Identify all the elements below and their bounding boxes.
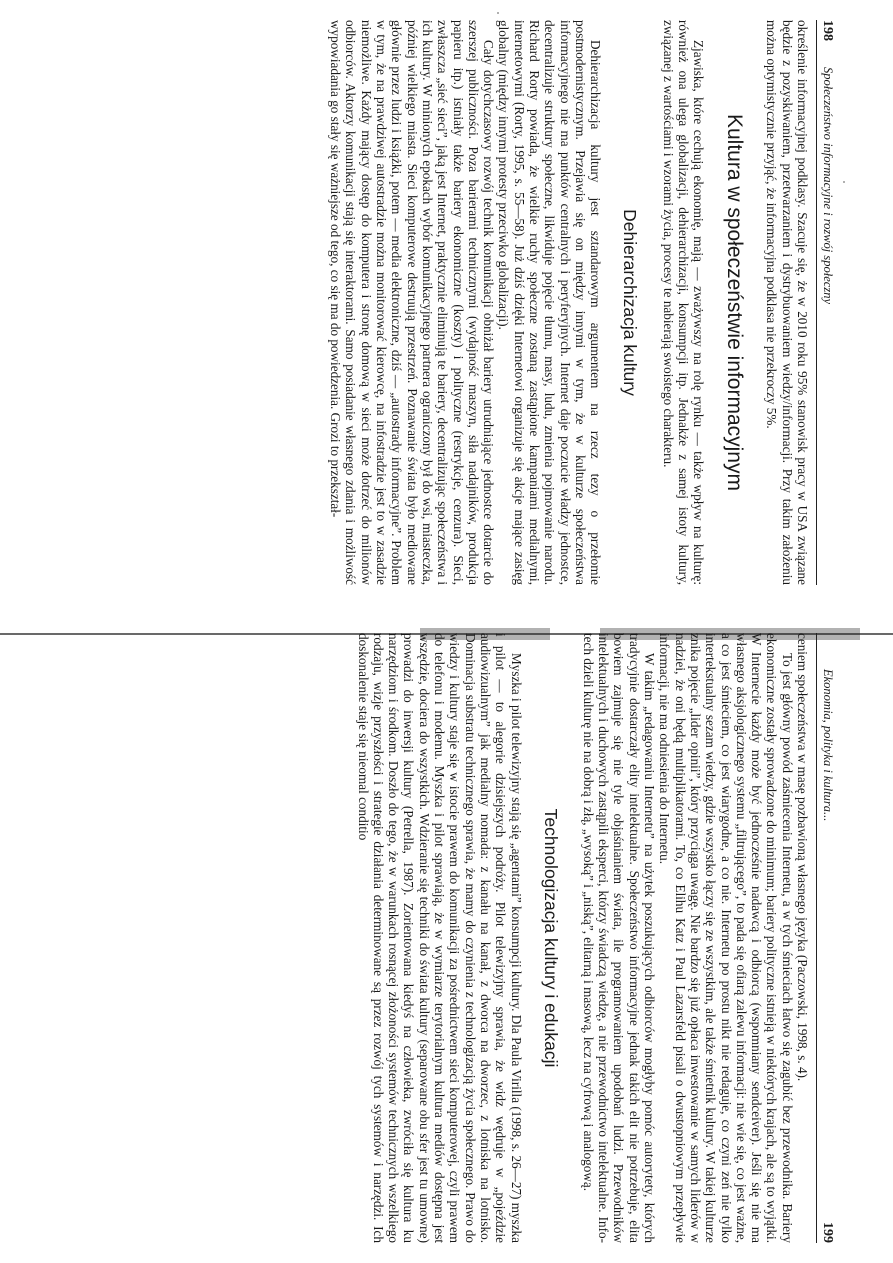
paragraph: Cały dotychczasowy rozwój technik komunikacji obniżał bariery utrudniające jednostce dotarcie do szerszej publiczności. Poza barierami technicznymi (wydajność maszyn, siła nadajników, produkcja papieru itp.) istniały także bariery ekonomiczne (koszty) i polityczne (restrykcje, cenzura). Sieci, zwłaszcza „sieć sieci”, jaką jest Internet, praktycznie eliminują te bariery, decentralizując społeczeństwa i ich kultury. W minionych epokach wybór komunikacyjnego partnera ograniczony był do wsi, miasteczka, później wielkiego miasta. Sieci komputerowe destruują przestrzeń. Poznawanie świata było mediowane głównie przez ludzi i książki, potem — media elektroniczne, dziś — „autostrady informacyjne”. Problem w tym, że na prawdziwej autostradzie można monitorować kierowcę, na infostradzie jest to w zasadzie niemożliwe. Każdy mający dostęp do komputera i stronę domową w sieci może dotrzeć do milionów odbiorców. Aktorzy komunikacji stają się interaktorami. Samo posiadanie własnego zdania i możliwość wypowiadania go stały się ważniejsze od tego, co się ma do powiedzenia. Grozi to przekształ- xyxy=(328,20,497,585)
left-page-header xyxy=(816,20,835,585)
paragraph: Zjawiska, które cechują ekonomię, mają — zważywszy na rolę rynku — także wpływ na kulturę: również ona ulega globalizacji, dehierarchizacji, konsumpcji itp. Jednakże z samej istoty kultury, związanej z wartościami i wzorami życia, procesy te nabierają swoistego charakteru. xyxy=(660,20,707,585)
scan-speck xyxy=(843,181,845,183)
paragraph: Dehierarchizacja kultury jest sztandarowym argumentem na rzecz tezy o przełomie postmodernistycznym. Przejawia się on między innymi w tym, że w kulturze społeczeństwa informacyjnego nie ma punktów centralnych i peryferyjnych. Internet daje poczucie władzy jednostce, decentralizuje struktury społeczne, likwiduje pojęcie tłumu, masy, ludu, zmienia pojmowanie narodu. Richard Rorty powiada, że wielkie ruchy społeczne zostaną zastąpione kampaniami medialnymi, internetowymi (Rorty, 1995, s. 55—58). Już dziś dzięki Internetowi organizuje się akcje mające zasięg globalny (między innymi protesty przeciwko globalizacji). xyxy=(496,20,604,585)
paragraph: To jest główny powód zaśmiecenia Internetu, a w tych śmieciach łatwo się zagubić bez przewodnika. Bariery ekonomiczne zostały sprowadzone do minimum; bariery polityczne istnieją w niektórych krajach, ale są to wyjątki. W Internecie każdy może być jednocześnie nadawcą i odbiorcą (wspomniany sendceiver). Jeśli się nie ma własnego aksjologicznego systemu „filtrującego”, to pada się ofiarą zalewu informacji: nie wie się, co jest ważne, a co jest śmieciem, co jest wiarygodne, a co nie. Internetu po prostu nikt nie redaguje, co czyni zeń nie tylko intertekstualny sezam wiedzy, gdzie wszystko łączy się ze wszystkim, ale także śmietnik kultury. W takiej kulturze znika pojęcie „lider opinii”, który przyciąga uwagę. Nie bardzo się już opłaca inwestowanie w samych liderów w nadziei, że oni będą multiplikatorami. To, co Elihu Katz i Paul Lazarsfeld pisali o dwustopniowym przepływie informacji, nie ma odniesienia do Internetu. xyxy=(657,633,795,1243)
left-page xyxy=(55,20,835,585)
right-page xyxy=(55,633,835,1243)
section-title: Kultura w społeczeństwie informacyjnym xyxy=(723,114,747,491)
running-header: Ekonomia, polityka i kultura... xyxy=(821,669,835,822)
running-header: Społeczeństwo informacyjne i rozwój społeczny xyxy=(821,67,835,305)
scan-speck xyxy=(497,12,499,14)
subsection-title: Dehierarchizacja kultury xyxy=(620,209,641,396)
page-number: 198 xyxy=(820,20,835,41)
paragraph: Myszka i pilot telewizyjny stają się „agentami” konsumpcji kultury. Dla Paula Virilla (1998, s. 26—27) myszka i pilot — to alegorie dzisiejszych podróży. Pilot telewizyjny sprawia, że widz wędruje w „pojeździe audiowizualnym” jak medialny nomada: z kanału na kanał, z dworca na dworzec, z lotniska na lotnisko. Dominacja substratu technicznego sprawia, że mamy do czynienia z technologizacją życia społecznego. Prawo do wiedzy i kultury staje się w istocie prawem do komunikacji za pośrednictwem sieci komputerowej, czyli prawem do telefonu i modemu. Myszka i pilot sprawiają, że w wymiarze terytorialnym kultura mediów dostępna jest wszędzie, dociera do wszystkich. Wdzieranie się techniki do świata kultury (separowane obu sfer jest tu umowne) prowadzi do inwersji kultury (Petrella, 1987). Zorientowana kiedyś na człowieka, zwróciła się kultura ku narzędziom i środkom. Doszło do tego, że w warunkach rosnącej złożoności systemów technicznych wszelkiego rodzaju, wizje przyszłości i strategie działania determinowane są przez rozwój tych systemów i narzędzi. Ich doskonalenie staje się nieomal conditio xyxy=(355,633,524,1243)
page-number: 199 xyxy=(820,1222,835,1243)
paragraph: określenie informacyjnej podklasy. Szacuje się, że w 2010 roku 95% stanowisk pracy w USA związane będzie z pozyskiwaniem, przetwarzaniem i dystrybuowaniem wiedzy/informacji. Przy takim założeniu można optymistycznie przyjąć, że informacyjna podklasa nie przekroczy 5%. xyxy=(764,20,810,585)
paragraph: W takim „redagowaniu Internetu” na użytek poszukujących odbiorców mogłyby pomóc autorytety, których tradycyjnie dostarczały elity intelektualne. Społeczeństwo informacyjne jednak takich elit nie potrzebuje, elita bowiem zajmuje się nie tyle objaśnianiem świata, ile programowaniem upodobań ludzi. Przewodników intelektualnych i duchowych zastąpili eksperci, którzy świadczą wiedzę, a nie przewodnictwo intelektualne. Info-tech dzieli kulturę nie na dobrą i złą, „wysoką” i „niską”, elitarną i masową, lecz na cyfrową i analogową. xyxy=(580,633,658,1243)
subsection-title: Technologizacja kultury i edukacji xyxy=(540,808,561,1068)
paragraph: ceniem społeczeństwa w masę pozbawioną własnego języka (Paczowski, 1998, s. 4). xyxy=(795,633,810,1082)
right-page-header xyxy=(816,633,835,1243)
